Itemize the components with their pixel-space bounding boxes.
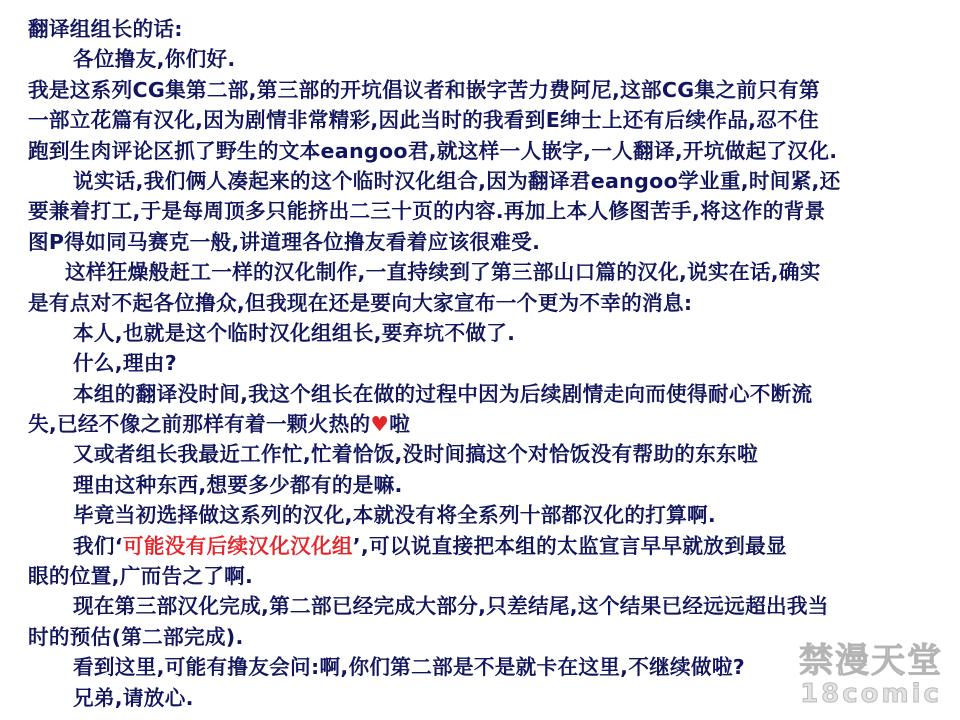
note-text: 我们‘ (73, 533, 123, 558)
note-line: 什么,理由? (73, 351, 177, 376)
note-line: 跑到生肉评论区抓了野生的文本eangoo君,就这样一人嵌字,一人翻译,开坑做起了汉化. (28, 138, 838, 163)
site-watermark (796, 642, 946, 712)
watermark-text-cn: 禁漫天堂 (799, 641, 943, 681)
note-line: 毕竟当初选择做这系列的汉化,本就没有将全系列十部都汉化的打算啊. (73, 503, 717, 528)
heart-icon: ♥ (370, 412, 390, 437)
note-line (28, 531, 938, 561)
note-line: 本组的翻译没时间,我这个组长在做的过程中因为后续剧情走向而使得耐心不断流 (73, 381, 813, 406)
note-line: 看到这里,可能有撸友会问:啊,你们第二部是不是就卡在这里,不继续做啦? (73, 655, 745, 680)
note-line: 这样狂燥般赶工一样的汉化制作,一直持续到了第三部山口篇的汉化,说实在话,确实 (65, 260, 821, 285)
note-line: 本人,也就是这个临时汉化组组长,要弃坑不做了. (73, 320, 516, 345)
note-line: 眼的位置,广而告之了啊. (28, 564, 254, 589)
group-name-highlight: 可能没有后续汉化汉化组 (122, 533, 353, 558)
watermark-text-en: 18comic (800, 679, 942, 709)
note-line: 一部立花篇有汉化,因为剧情非常精彩,因此当时的我看到E绅士上还有后续作品,忍不住 (28, 108, 819, 133)
translator-note (28, 14, 938, 713)
note-line: 要兼着打工,于是每周顶多只能挤出二三十页的内容.再加上本人修图苦手,将这作的背景 (28, 199, 826, 224)
note-text: 失,已经不像之前那样有着一颗火热的 (28, 412, 371, 437)
note-heading: 翻译组组长的话: (28, 17, 183, 41)
note-text: ’,可以说直接把本组的太监宣言早早就放到最显 (352, 533, 787, 558)
note-line: 又或者组长我最近工作忙,忙着恰饭,没时间搞这个对恰饭没有帮助的东东啦 (73, 442, 758, 467)
note-line: 兄弟,请放心. (73, 685, 194, 710)
note-line: 我是这系列CG集第二部,第三部的开坑倡议者和嵌字苦力费阿尼,这部CG集之前只有第 (28, 77, 820, 102)
note-text: 啦 (389, 412, 411, 437)
note-line: 说实话,我们俩人凑起来的这个临时汉化组合,因为翻译君eangoo学业重,时间紧,还 (73, 168, 841, 193)
note-line (28, 409, 938, 439)
note-line: 现在第三部汉化完成,第二部已经完成大部分,只差结尾,这个结果已经远远超出我当 (73, 594, 829, 619)
note-line: 图P得如同马赛克一般,讲道理各位撸友看着应该很难受. (28, 229, 541, 254)
note-line: 各位撸友,你们好. (73, 47, 236, 72)
note-line: 时的预估(第二部完成). (28, 624, 244, 649)
note-line: 理由这种东西,想要多少都有的是嘛. (73, 472, 403, 497)
note-line: 是有点对不起各位撸众,但我现在还是要向大家宣布一个更为不幸的消息: (28, 290, 693, 315)
